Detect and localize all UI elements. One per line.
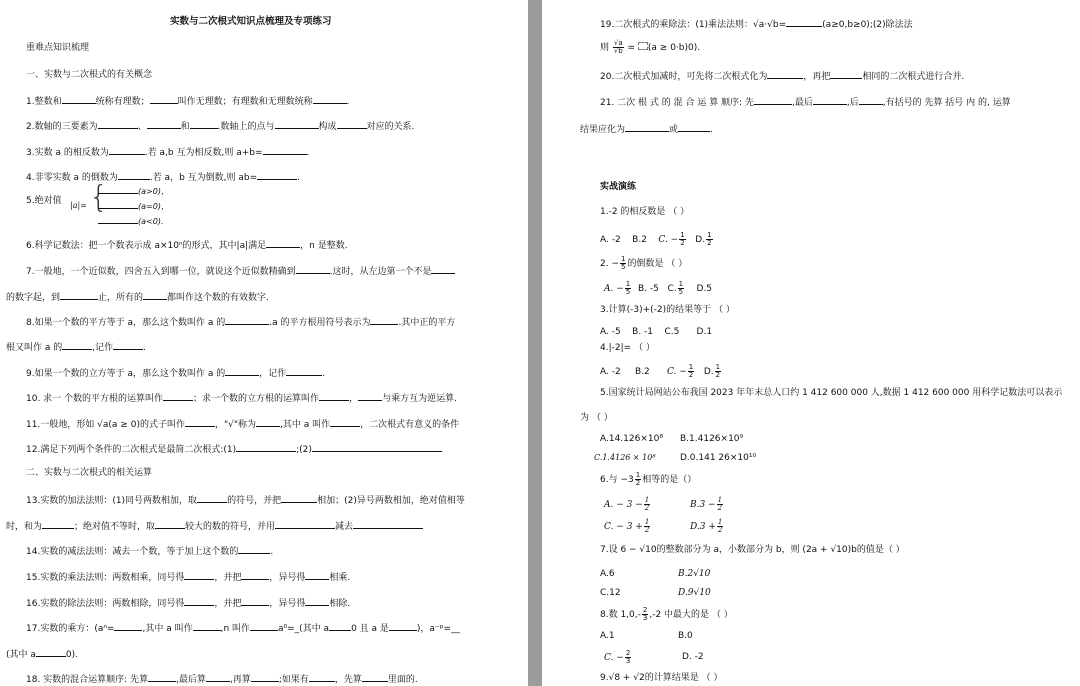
- practice-8-option-b: B.0: [678, 631, 693, 641]
- question-2: 2.数轴的三要素为 、 和 .数轴上的点与 构成 对应的关系.: [26, 122, 415, 132]
- practice-3: 3.计算(-3)+(-2)的结果等于 （ ）: [600, 305, 735, 315]
- question-13b: 时，和为 ；绝对值不等时，取 较大的数的符号，并用 减去: [6, 520, 423, 533]
- subtitle: 重难点知识梳理: [26, 43, 90, 53]
- practice-7-option-b: B.2√10: [678, 569, 711, 579]
- practice-3-options: A. -5 B. -1 C.5 D.1: [600, 327, 713, 337]
- question-8b: 根又叫作 a 的 ,记作 .: [6, 343, 146, 353]
- question-17a: 17.实数的乘方：(aⁿ= ,其中 a 叫作 ,n 叫作 a⁰=_(其中 a 0 且 a 是 )，a⁻ᵖ=__: [26, 624, 461, 634]
- practice-7-option-d: D.9√10: [678, 588, 711, 598]
- question-7a: 7.一般地，一个近似数，四舍五入到哪一位，就说这个近似数精确到 .这时，从左边第一个不是: [26, 265, 455, 278]
- question-7b: 的数字起，到 止，所有的 都叫作这个数的有效数字.: [6, 293, 269, 303]
- practice-5-option-c: C.1.4126 × 10⁸: [594, 453, 656, 462]
- practice-4-options: A. -2 B.2 C. − $\frac{1}{2}$ D. $\frac{1}{2}$: [600, 363, 721, 379]
- practice-6-option-d: D.3 + $\frac{1}{2}$: [690, 518, 723, 534]
- section-heading-2: 二、实数与二次根式的相关运算: [26, 468, 153, 478]
- practice-7-option-c: C.12: [600, 588, 621, 598]
- question-12: 12.满足下列两个条件的二次根式是最简二次根式:(1) ;(2): [26, 443, 442, 456]
- practice-4: 4.|-2|= （ ）: [600, 343, 655, 353]
- practice-6-option-c: C. − 3 + $\frac{1}{2}$: [604, 518, 650, 534]
- practice-7: 7.设 6 − √10的整数部分为 a，小数部分为 b，则 (2a + √10)b的值是（ ）: [600, 545, 905, 555]
- page-gutter: [528, 0, 542, 686]
- question-6: 6.科学记数法：把一个数表示成 a×10ⁿ的形式，其中|a|满足 ，n 是整数.: [26, 241, 348, 251]
- question-17b: (其中 a 0).: [6, 650, 78, 660]
- question-3: 3.实数 a 的相反数为 .若 a,b 互为相反数,则 a+b= .: [26, 148, 310, 158]
- practice-9: 9.√8 + √2的计算结果是 （ ）: [600, 673, 723, 683]
- practice-1-options: A. -2 B.2 C. − $\frac{1}{2}$ D. $\frac{1}{2}$: [600, 231, 712, 247]
- practice-8-option-d: D. -2: [682, 652, 704, 662]
- question-11: 11.一般地，形如 √a(a ≥ 0)的式子叫作 ，"√"称为 ,其中 a 叫作 ，二次根式有意义的条件: [26, 420, 460, 430]
- abs-symbol: |a|=: [70, 201, 87, 210]
- question-8a: 8.如果一个数的平方等于 a，那么这个数叫作 a 的 .a 的平方根用符号表示为 .其中正的平方: [26, 318, 456, 328]
- question-5-label: 5.绝对值: [26, 196, 62, 206]
- practice-2: 2. − $\frac{1}{5}$ 的倒数是 （ ）: [600, 255, 688, 271]
- section-heading-1: 一、实数与二次根式的有关概念: [26, 70, 153, 80]
- question-10: 10. 求一 个数的平方根的运算叫作 ；求一个数的立方根的运算叫作 ， 与乘方互为逆运算.: [26, 394, 457, 404]
- practice-7-option-a: A.6: [600, 569, 615, 579]
- practice-8-option-c: C. − $\frac{2}{3}$: [604, 649, 631, 665]
- practice-5a: 5.国家统计局网站公布我国 2023 年年末总人口约 1 412 600 000 人,数据 1 412 600 000 用科学记数法可以表示: [600, 388, 1063, 398]
- brace-icon: {: [89, 180, 109, 215]
- doc-title: 实数与二次根式知识点梳理及专项练习: [170, 16, 332, 27]
- practice-6-option-b: B.3 − $\frac{1}{2}$: [690, 496, 723, 512]
- practice-6: 6.与 −3 $\frac{1}{2}$ 相等的是（）: [600, 471, 697, 487]
- practice-5b: 为 （ ）: [580, 413, 613, 423]
- practice-8-option-a: A.1: [600, 631, 615, 641]
- question-18: 18. 实数的混合运算顺序: 先算 ,最后算 ,再算 ;如果有 ，先算 里面的.: [26, 675, 418, 685]
- question-16: 16.实数的除法法则：两数相除，同号得 ，并把 ，异号得 相除.: [26, 599, 351, 609]
- sqrt-fraction: $\frac{√a}{√b}$: [613, 39, 623, 55]
- practice-1: 1.-2 的相反数是 （ ）: [600, 207, 690, 217]
- page-left: 实数与二次根式知识点梳理及专项练习 重难点知识梳理 一、实数与二次根式的有关概念 1.整数和 统称有理数； 叫作无理数；有理数和无理数统称 . 2.数轴的三要素为 、 和 .数轴上的点与 构成 对应的关系. 3.实数 a 的相反数为 .若 a,b 互为相反数,则 a+b= . 4.非零实数 a 的倒数为 .若 a，b 互为倒数,则 ab= . 5.绝对值 |a|= { (a>0)， (a=0)， (a<0). 6.科学记数法：把一个数表示成 a×10ⁿ的形式，其中|a|满足 ，n 是整数. 7.一般地，一个近似数，四舍五入到哪一位，就说这个近似数精确到 .这时，从左边第一个不是 的数字起，到 止，所有的 都叫作这个数的有效数字. 8.如果一个数的平方等于 a，那么这个数叫作 a 的 .a 的平方根用符号表示为 .其中正的平方 根又叫作 a 的 ,记作 . 9.如果一个数的立方等于 a，那么这个数叫作 a 的 ，记作 . 10. 求一 个数的平方根的运算叫作 ；求一个数的立方根的运算叫作 ， 与乘方互为逆运算. 11.一般地，形如 √a(a ≥ 0)的式子叫作 ，"√"称为 ,其中 a 叫作 ，二次根式有意义的条件 12.满足下列两个条件的二次根式是最简二次根式:(1) ;(2) 二、实数与二次根式的相关运算 13.实数的加法法则：(1)同号两数相加，取 的符号，并把 相加；(2)异号两数相加，绝对值相等 时，和为 ；绝对值不等时，取 较大的数的符号，并用 减去 14.实数的减法法则：减去一个数，等于加上这个数的 . 15.实数的乘法法则：两数相乘，同号得 ，并把 ，异号得 相乘. 16.实数的除法法则：两数相除，同号得 ，并把 ，异号得 相除. 17.实数的乘方：(aⁿ= ,其中 a 叫作 ,n 叫作 a⁰=_(其中 a 0 且 a 是 )，a⁻ᵖ=__ (其中 a 0). 18. 实数的混合运算顺序: 先算 ,最后算 ,再算 ;如果有 ，先算 里面的.: [0, 0, 528, 686]
- question-15: 15.实数的乘法法则：两数相乘，同号得 ，并把 ，异号得 相乘.: [26, 573, 351, 583]
- page-right: [542, 0, 1080, 686]
- practice-5-option-b: B.1.4126×10⁹: [680, 434, 744, 444]
- question-14: 14.实数的减法法则：减去一个数，等于加上这个数的 .: [26, 547, 274, 557]
- practice-6-option-a: A. − 3 − $\frac{1}{2}$: [604, 496, 650, 512]
- question-20: 20.二次根式加减时，可先将二次根式化为 ，再把 相同的二次根式进行合并.: [600, 72, 965, 82]
- practice-8: 8.数 1,0,- $\frac{2}{3}$ ,-2 中最大的是 （ ）: [600, 606, 733, 622]
- practice-5-option-d: D.0.141 26×10¹⁰: [680, 453, 757, 463]
- question-1: 1.整数和 统称有理数； 叫作无理数；有理数和无理数统称 .: [26, 97, 350, 107]
- practice-2-options: A. − $\frac{1}{5}$ B. -5 C. $\frac{1}{5}$ D.5: [604, 280, 713, 296]
- practice-heading: 实战演练: [600, 182, 637, 192]
- question-21b: 结果应化为 或 .: [580, 125, 713, 135]
- question-21a: 21. 二次 根 式 的 混 合 运 算 顺序: 先 ,最后 ,后 ,有括号的 先算 括号 内 的, 运算: [600, 98, 1011, 108]
- question-19a: 19.二次根式的乘除法：(1)乘法法则：√a·√b= (a≥0,b≥0);(2)除法法: [600, 20, 913, 30]
- question-9: 9.如果一个数的立方等于 a，那么这个数叫作 a 的 ，记作 .: [26, 369, 326, 379]
- question-19b: 则 $\frac{√a}{√b}$ = (a ≥ 0·b)0).: [600, 39, 701, 55]
- practice-5-option-a: A.14.126×10⁸: [600, 434, 663, 444]
- question-4: 4.非零实数 a 的倒数为 .若 a，b 互为倒数,则 ab= .: [26, 173, 301, 183]
- question-13a: 13.实数的加法法则：(1)同号两数相加，取 的符号，并把 相加；(2)异号两数相加，绝对值相等: [26, 496, 465, 506]
